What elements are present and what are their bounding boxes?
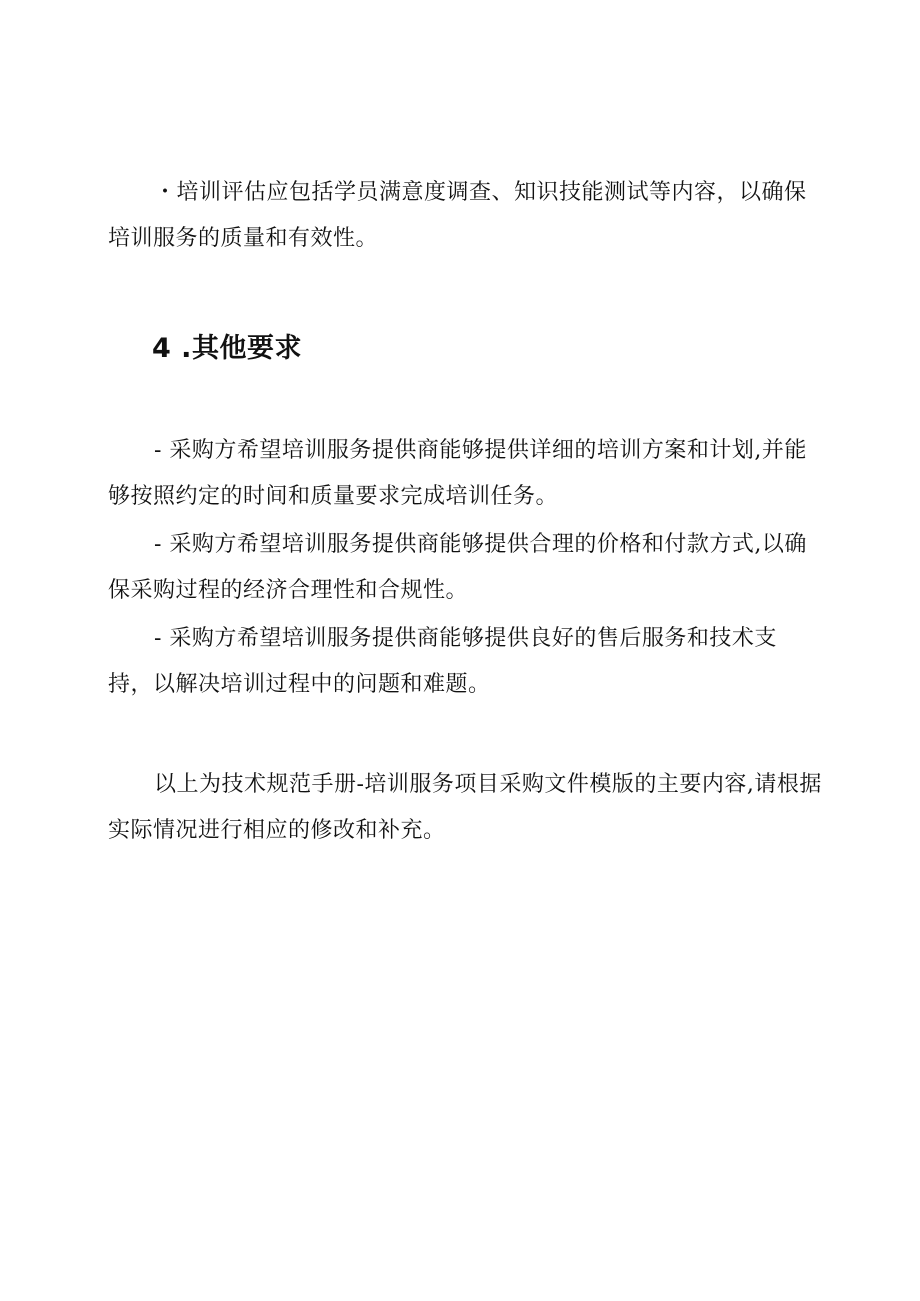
evaluation-paragraph: ・培训评估应包括学员满意度调查、知识技能测试等内容，以确保培训服务的质量和有效性。 xyxy=(108,180,807,251)
requirement-item: - 采购方希望培训服务提供商能够提供合理的价格和付款方式,以确保采购过程的经济合理性和合规性。 xyxy=(108,532,807,603)
closing-paragraph: 以上为技术规范手册-培训服务项目采购文件模版的主要内容,请根据实际情况进行相应的修改和补充。 xyxy=(108,772,822,843)
requirement-item: - 采购方希望培训服务提供商能够提供详细的培训方案和计划,并能够按照约定的时间和质量要求完成培训任务。 xyxy=(108,438,807,509)
section-heading: 4 .其他要求 xyxy=(152,333,302,364)
requirement-item: - 采购方希望培训服务提供商能够提供良好的售后服务和技术支持，以解决培训过程中的问题和难题。 xyxy=(108,626,777,697)
